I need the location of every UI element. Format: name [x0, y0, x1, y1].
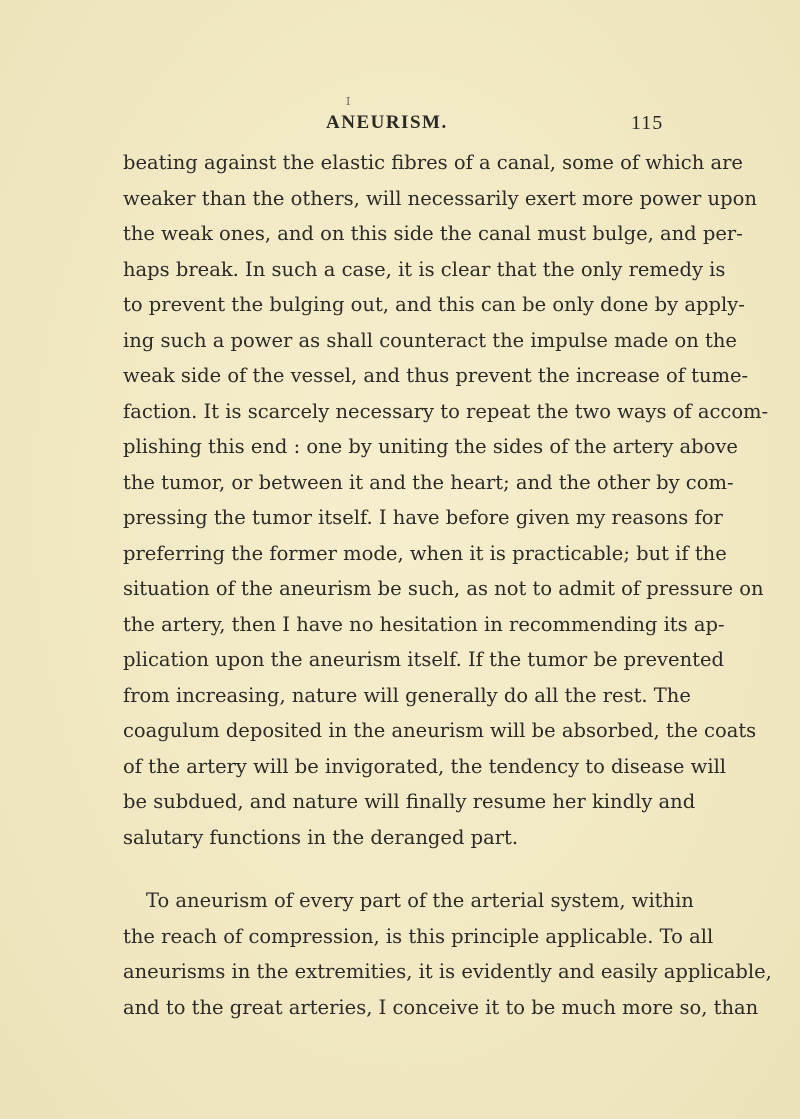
paragraph-1: [123, 145, 769, 855]
text-line: aneurisms in the extremities, it is evidently and easily applicable,: [123, 960, 772, 983]
text-line: faction. It is scarcely necessary to repeat the two ways of accom-: [123, 399, 769, 423]
text-line: salutary functions in the deranged part.: [123, 825, 519, 849]
running-title: ANEURISM.: [326, 112, 448, 133]
text-line: pressing the tumor itself. I have before given my reasons for: [123, 506, 723, 529]
paragraph-2: [123, 883, 772, 1025]
text-line: to prevent the bulging out, and this can be only done by apply-: [123, 293, 745, 316]
text-line: weaker than the others, will necessarily exert more power upon: [123, 186, 757, 210]
text-line: coagulum deposited in the aneurism will be absorbed, the coats: [123, 719, 757, 742]
text-line: situation of the aneurism be such, as not to admit of pressure on: [123, 577, 764, 600]
text-line: be subdued, and nature will finally resume her kindly and: [123, 790, 696, 813]
page-header: [0, 112, 800, 142]
text-line: weak side of the vessel, and thus prevent the increase of tume-: [123, 364, 749, 387]
text-line: To aneurism of every part of the arterial system, within: [146, 889, 694, 912]
text-line: of the artery will be invigorated, the tendency to disease will: [123, 754, 727, 778]
text-line: preferring the former mode, when it is practicable; but if the: [123, 541, 727, 565]
text-line: beating against the elastic fibres of a canal, some of which are: [123, 151, 743, 174]
text-line: haps break. In such a case, it is clear that the only remedy is: [123, 257, 726, 281]
text-line: ing such a power as shall counteract the impulse made on the: [123, 328, 737, 352]
body-text: [123, 145, 772, 1025]
stray-mark: I: [346, 95, 351, 108]
text-line: plishing this end : one by uniting the sides of the artery above: [123, 435, 738, 458]
paragraph-gap: [123, 855, 655, 883]
page-number: 115: [631, 112, 664, 134]
text-line: the weak ones, and on this side the canal must bulge, and per-: [123, 222, 743, 245]
text-line: and to the great arteries, I conceive it to be much more so, than: [123, 995, 759, 1019]
text-line: the tumor, or between it and the heart; and the other by com-: [123, 470, 734, 494]
text-line: the reach of compression, is this principle applicable. To all: [123, 924, 714, 948]
text-line: from increasing, nature will generally do all the rest. The: [123, 683, 691, 707]
text-line: the artery, then I have no hesitation in recommending its ap-: [123, 612, 725, 636]
text-line: plication upon the aneurism itself. If the tumor be prevented: [123, 648, 724, 671]
